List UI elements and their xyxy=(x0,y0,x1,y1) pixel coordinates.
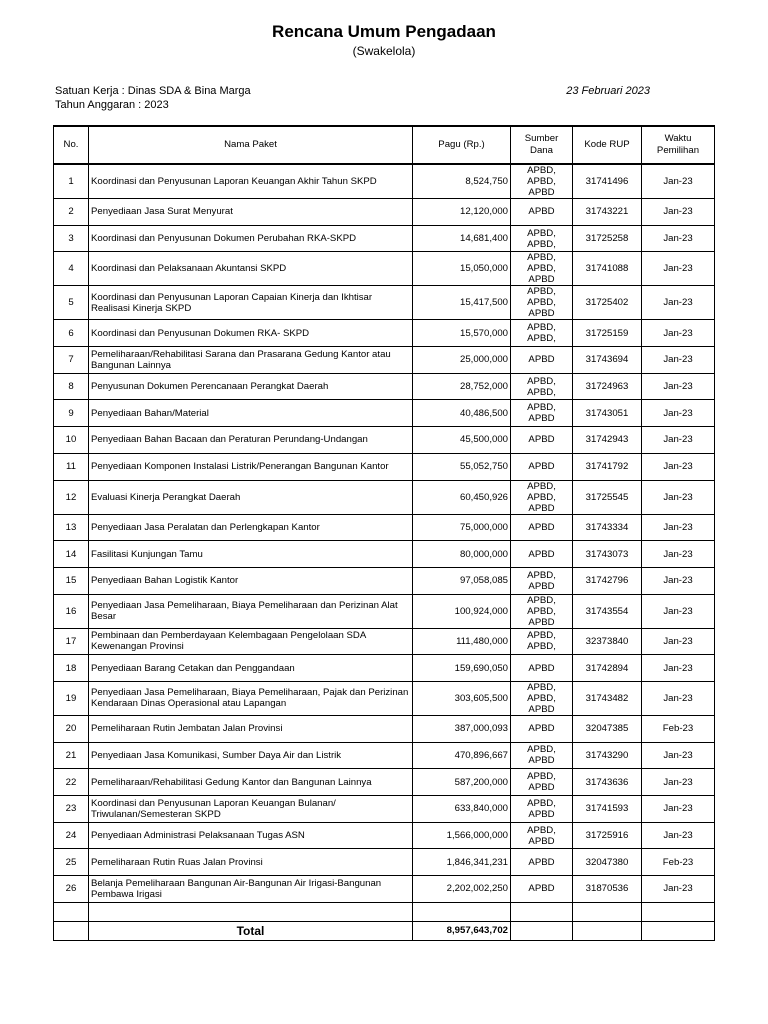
column-header-nama-paket: Nama Paket xyxy=(89,126,413,164)
tahun-anggaran: Tahun Anggaran : 2023 xyxy=(55,99,169,111)
total-cell-waktu xyxy=(642,921,715,940)
cell-no: 7 xyxy=(54,347,89,374)
cell-sumber-dana: APBD xyxy=(511,514,573,541)
cell-kode-rup: 31724963 xyxy=(573,373,642,400)
table-row xyxy=(54,225,715,252)
table-row xyxy=(54,849,715,876)
procurement-table xyxy=(53,125,715,941)
cell-pagu: 45,500,000 xyxy=(413,427,511,454)
table-row xyxy=(54,594,715,628)
cell-nama-paket: Pemeliharaan/Rehabilitasi Gedung Kantor dan Bangunan Lainnya xyxy=(89,769,413,796)
cell-nama-paket: Pembinaan dan Pemberdayaan Kelembagaan Pengelolaan SDA Kewenangan Provinsi xyxy=(89,628,413,655)
cell-waktu-pemilihan: Jan-23 xyxy=(642,320,715,347)
cell-waktu-pemilihan: Jan-23 xyxy=(642,796,715,823)
cell-pagu: 100,924,000 xyxy=(413,594,511,628)
cell-sumber-dana: APBD, APBD, APBD xyxy=(511,252,573,286)
cell-kode-rup: 31743694 xyxy=(573,347,642,374)
cell-no: 18 xyxy=(54,655,89,682)
table-row xyxy=(54,715,715,742)
table-row xyxy=(54,373,715,400)
cell-nama-paket: Evaluasi Kinerja Perangkat Daerah xyxy=(89,480,413,514)
cell-kode-rup: 31743290 xyxy=(573,742,642,769)
cell-nama-paket: Penyediaan Jasa Pemeliharaan, Biaya Pemeliharaan dan Perizinan Alat Besar xyxy=(89,594,413,628)
cell-waktu-pemilihan: Feb-23 xyxy=(642,715,715,742)
cell-waktu-pemilihan: Jan-23 xyxy=(642,567,715,594)
table-row xyxy=(54,164,715,199)
cell-kode-rup: 31741496 xyxy=(573,164,642,199)
cell-sumber-dana: APBD, APBD, xyxy=(511,320,573,347)
cell-sumber-dana: APBD, APBD, APBD xyxy=(511,286,573,320)
cell-pagu: 470,896,667 xyxy=(413,742,511,769)
cell-sumber-dana: APBD, APBD, APBD xyxy=(511,681,573,715)
cell-no: 17 xyxy=(54,628,89,655)
cell-waktu-pemilihan: Jan-23 xyxy=(642,427,715,454)
cell-waktu-pemilihan: Jan-23 xyxy=(642,453,715,480)
cell-nama-paket: Koordinasi dan Penyusunan Laporan Keuangan Akhir Tahun SKPD xyxy=(89,164,413,199)
cell-kode-rup: 31743636 xyxy=(573,769,642,796)
cell-pagu: 1,566,000,000 xyxy=(413,822,511,849)
total-cell-sumber xyxy=(511,921,573,940)
cell-pagu: 28,752,000 xyxy=(413,373,511,400)
cell-pagu: 97,058,085 xyxy=(413,567,511,594)
cell-kode-rup: 32047380 xyxy=(573,849,642,876)
cell-waktu-pemilihan: Jan-23 xyxy=(642,769,715,796)
table-row xyxy=(54,453,715,480)
cell-nama-paket: Pemeliharaan/Rehabilitasi Sarana dan Prasarana Gedung Kantor atau Bangunan Lainnya xyxy=(89,347,413,374)
cell-waktu-pemilihan: Jan-23 xyxy=(642,655,715,682)
cell-kode-rup: 31725159 xyxy=(573,320,642,347)
cell-pagu: 2,202,002,250 xyxy=(413,876,511,903)
cell-waktu-pemilihan: Jan-23 xyxy=(642,876,715,903)
cell-pagu: 60,450,926 xyxy=(413,480,511,514)
cell-nama-paket: Fasilitasi Kunjungan Tamu xyxy=(89,541,413,568)
cell-nama-paket: Penyediaan Jasa Pemeliharaan, Biaya Pemeliharaan, Pajak dan Perizinan Kendaraan Dinas Operasional atau Lapangan xyxy=(89,681,413,715)
cell-kode-rup: 31743073 xyxy=(573,541,642,568)
cell-no: 10 xyxy=(54,427,89,454)
cell-sumber-dana: APBD xyxy=(511,849,573,876)
column-header-pagu: Pagu (Rp.) xyxy=(413,126,511,164)
cell-no: 25 xyxy=(54,849,89,876)
table-row xyxy=(54,286,715,320)
cell-kode-rup: 32373840 xyxy=(573,628,642,655)
cell-waktu-pemilihan: Jan-23 xyxy=(642,822,715,849)
cell-sumber-dana: APBD xyxy=(511,199,573,226)
cell-sumber-dana: APBD xyxy=(511,715,573,742)
cell-kode-rup: 31870536 xyxy=(573,876,642,903)
cell-sumber-dana: APBD xyxy=(511,427,573,454)
cell-nama-paket: Penyediaan Bahan/Material xyxy=(89,400,413,427)
cell-pagu: 633,840,000 xyxy=(413,796,511,823)
cell-waktu-pemilihan: Feb-23 xyxy=(642,849,715,876)
cell-no: 4 xyxy=(54,252,89,286)
cell-kode-rup: 31725545 xyxy=(573,480,642,514)
cell-no: 24 xyxy=(54,822,89,849)
table-row xyxy=(54,427,715,454)
cell-pagu: 159,690,050 xyxy=(413,655,511,682)
cell-kode-rup: 31725258 xyxy=(573,225,642,252)
cell-no: 16 xyxy=(54,594,89,628)
table-row xyxy=(54,681,715,715)
total-cell-kode xyxy=(573,921,642,940)
cell-waktu-pemilihan: Jan-23 xyxy=(642,286,715,320)
cell-pagu: 387,000,093 xyxy=(413,715,511,742)
cell-waktu-pemilihan: Jan-23 xyxy=(642,400,715,427)
column-header-waktu-pemilihan: Waktu Pemilihan xyxy=(642,126,715,164)
cell-pagu: 55,052,750 xyxy=(413,453,511,480)
cell-waktu-pemilihan: Jan-23 xyxy=(642,541,715,568)
cell-kode-rup: 31743221 xyxy=(573,199,642,226)
cell-pagu: 80,000,000 xyxy=(413,541,511,568)
cell-sumber-dana: APBD, APBD xyxy=(511,567,573,594)
cell-no: 8 xyxy=(54,373,89,400)
table-row xyxy=(54,822,715,849)
cell-nama-paket: Penyediaan Bahan Bacaan dan Peraturan Perundang-Undangan xyxy=(89,427,413,454)
cell-nama-paket: Pemeliharaan Rutin Ruas Jalan Provinsi xyxy=(89,849,413,876)
cell-sumber-dana: APBD, APBD, APBD xyxy=(511,480,573,514)
spacer-row xyxy=(54,902,715,921)
cell-nama-paket: Koordinasi dan Penyusunan Laporan Capaian Kinerja dan Ikhtisar Realisasi Kinerja SKPD xyxy=(89,286,413,320)
table-row xyxy=(54,655,715,682)
cell-pagu: 303,605,500 xyxy=(413,681,511,715)
cell-no: 6 xyxy=(54,320,89,347)
cell-pagu: 14,681,400 xyxy=(413,225,511,252)
table-row xyxy=(54,796,715,823)
cell-waktu-pemilihan: Jan-23 xyxy=(642,742,715,769)
cell-sumber-dana: APBD xyxy=(511,347,573,374)
cell-waktu-pemilihan: Jan-23 xyxy=(642,252,715,286)
cell-no: 1 xyxy=(54,164,89,199)
cell-no: 26 xyxy=(54,876,89,903)
cell-sumber-dana: APBD, APBD, xyxy=(511,225,573,252)
cell-pagu: 111,480,000 xyxy=(413,628,511,655)
cell-sumber-dana: APBD, APBD xyxy=(511,796,573,823)
column-header-kode-rup: Kode RUP xyxy=(573,126,642,164)
table-row xyxy=(54,742,715,769)
cell-no: 11 xyxy=(54,453,89,480)
cell-waktu-pemilihan: Jan-23 xyxy=(642,480,715,514)
cell-nama-paket: Penyediaan Komponen Instalasi Listrik/Penerangan Bangunan Kantor xyxy=(89,453,413,480)
cell-sumber-dana: APBD xyxy=(511,453,573,480)
cell-pagu: 15,570,000 xyxy=(413,320,511,347)
cell-pagu: 75,000,000 xyxy=(413,514,511,541)
cell-pagu: 40,486,500 xyxy=(413,400,511,427)
cell-nama-paket: Pemeliharaan Rutin Jembatan Jalan Provinsi xyxy=(89,715,413,742)
cell-kode-rup: 31725916 xyxy=(573,822,642,849)
cell-nama-paket: Belanja Pemeliharaan Bangunan Air-Bangunan Air Irigasi-Bangunan Pembawa Irigasi xyxy=(89,876,413,903)
table-row xyxy=(54,876,715,903)
cell-no: 2 xyxy=(54,199,89,226)
cell-nama-paket: Koordinasi dan Penyusunan Dokumen RKA- SKPD xyxy=(89,320,413,347)
cell-kode-rup: 31743482 xyxy=(573,681,642,715)
cell-pagu: 15,050,000 xyxy=(413,252,511,286)
document-date: 23 Februari 2023 xyxy=(566,85,650,97)
cell-no: 14 xyxy=(54,541,89,568)
cell-waktu-pemilihan: Jan-23 xyxy=(642,164,715,199)
cell-nama-paket: Penyediaan Administrasi Pelaksanaan Tugas ASN xyxy=(89,822,413,849)
total-value: 8,957,643,702 xyxy=(413,921,511,940)
cell-kode-rup: 31743334 xyxy=(573,514,642,541)
cell-nama-paket: Penyediaan Jasa Surat Menyurat xyxy=(89,199,413,226)
document-title: Rencana Umum Pengadaan xyxy=(272,22,496,41)
cell-pagu: 25,000,000 xyxy=(413,347,511,374)
table-row xyxy=(54,320,715,347)
cell-waktu-pemilihan: Jan-23 xyxy=(642,373,715,400)
cell-sumber-dana: APBD, APBD, APBD xyxy=(511,164,573,199)
total-cell-no xyxy=(54,921,89,940)
cell-no: 9 xyxy=(54,400,89,427)
column-header-sumber-dana: Sumber Dana xyxy=(511,126,573,164)
cell-waktu-pemilihan: Jan-23 xyxy=(642,594,715,628)
cell-nama-paket: Penyediaan Jasa Komunikasi, Sumber Daya Air dan Listrik xyxy=(89,742,413,769)
cell-no: 5 xyxy=(54,286,89,320)
cell-waktu-pemilihan: Jan-23 xyxy=(642,514,715,541)
cell-no: 23 xyxy=(54,796,89,823)
cell-kode-rup: 31741792 xyxy=(573,453,642,480)
cell-pagu: 15,417,500 xyxy=(413,286,511,320)
satuan-kerja: Satuan Kerja : Dinas SDA & Bina Marga xyxy=(55,85,251,97)
cell-sumber-dana: APBD xyxy=(511,876,573,903)
table-row xyxy=(54,541,715,568)
table-row xyxy=(54,347,715,374)
cell-sumber-dana: APBD xyxy=(511,655,573,682)
cell-pagu: 12,120,000 xyxy=(413,199,511,226)
table-row xyxy=(54,252,715,286)
cell-no: 13 xyxy=(54,514,89,541)
cell-waktu-pemilihan: Jan-23 xyxy=(642,681,715,715)
document-subtitle: (Swakelola) xyxy=(352,44,416,58)
table-row xyxy=(54,480,715,514)
cell-sumber-dana: APBD, APBD xyxy=(511,769,573,796)
cell-no: 12 xyxy=(54,480,89,514)
cell-sumber-dana: APBD, APBD xyxy=(511,400,573,427)
total-row xyxy=(54,921,715,940)
cell-sumber-dana: APBD xyxy=(511,541,573,568)
table-body xyxy=(54,164,715,902)
table-header-row xyxy=(54,126,715,164)
table-row xyxy=(54,514,715,541)
cell-nama-paket: Penyusunan Dokumen Perencanaan Perangkat Daerah xyxy=(89,373,413,400)
table-row xyxy=(54,628,715,655)
cell-kode-rup: 32047385 xyxy=(573,715,642,742)
cell-no: 21 xyxy=(54,742,89,769)
cell-pagu: 1,846,341,231 xyxy=(413,849,511,876)
cell-nama-paket: Penyediaan Jasa Peralatan dan Perlengkapan Kantor xyxy=(89,514,413,541)
cell-no: 3 xyxy=(54,225,89,252)
cell-sumber-dana: APBD, APBD xyxy=(511,742,573,769)
cell-nama-paket: Koordinasi dan Penyusunan Laporan Keuangan Bulanan/ Triwulanan/Semesteran SKPD xyxy=(89,796,413,823)
cell-kode-rup: 31742796 xyxy=(573,567,642,594)
cell-nama-paket: Koordinasi dan Penyusunan Dokumen Perubahan RKA-SKPD xyxy=(89,225,413,252)
cell-sumber-dana: APBD, APBD, xyxy=(511,628,573,655)
cell-kode-rup: 31743051 xyxy=(573,400,642,427)
cell-sumber-dana: APBD, APBD xyxy=(511,822,573,849)
cell-waktu-pemilihan: Jan-23 xyxy=(642,347,715,374)
cell-waktu-pemilihan: Jan-23 xyxy=(642,225,715,252)
cell-waktu-pemilihan: Jan-23 xyxy=(642,199,715,226)
total-label: Total xyxy=(89,921,413,940)
cell-sumber-dana: APBD, APBD, xyxy=(511,373,573,400)
cell-no: 19 xyxy=(54,681,89,715)
table-row xyxy=(54,199,715,226)
table-row xyxy=(54,769,715,796)
cell-kode-rup: 31725402 xyxy=(573,286,642,320)
cell-no: 22 xyxy=(54,769,89,796)
cell-nama-paket: Penyediaan Barang Cetakan dan Penggandaan xyxy=(89,655,413,682)
cell-nama-paket: Koordinasi dan Pelaksanaan Akuntansi SKPD xyxy=(89,252,413,286)
cell-kode-rup: 31743554 xyxy=(573,594,642,628)
cell-waktu-pemilihan: Jan-23 xyxy=(642,628,715,655)
table-row xyxy=(54,567,715,594)
cell-nama-paket: Penyediaan Bahan Logistik Kantor xyxy=(89,567,413,594)
cell-sumber-dana: APBD, APBD, APBD xyxy=(511,594,573,628)
cell-kode-rup: 31742943 xyxy=(573,427,642,454)
cell-kode-rup: 31741593 xyxy=(573,796,642,823)
cell-pagu: 8,524,750 xyxy=(413,164,511,199)
table-row xyxy=(54,400,715,427)
cell-kode-rup: 31742894 xyxy=(573,655,642,682)
cell-no: 15 xyxy=(54,567,89,594)
cell-kode-rup: 31741088 xyxy=(573,252,642,286)
cell-pagu: 587,200,000 xyxy=(413,769,511,796)
column-header-no: No. xyxy=(54,126,89,164)
cell-no: 20 xyxy=(54,715,89,742)
